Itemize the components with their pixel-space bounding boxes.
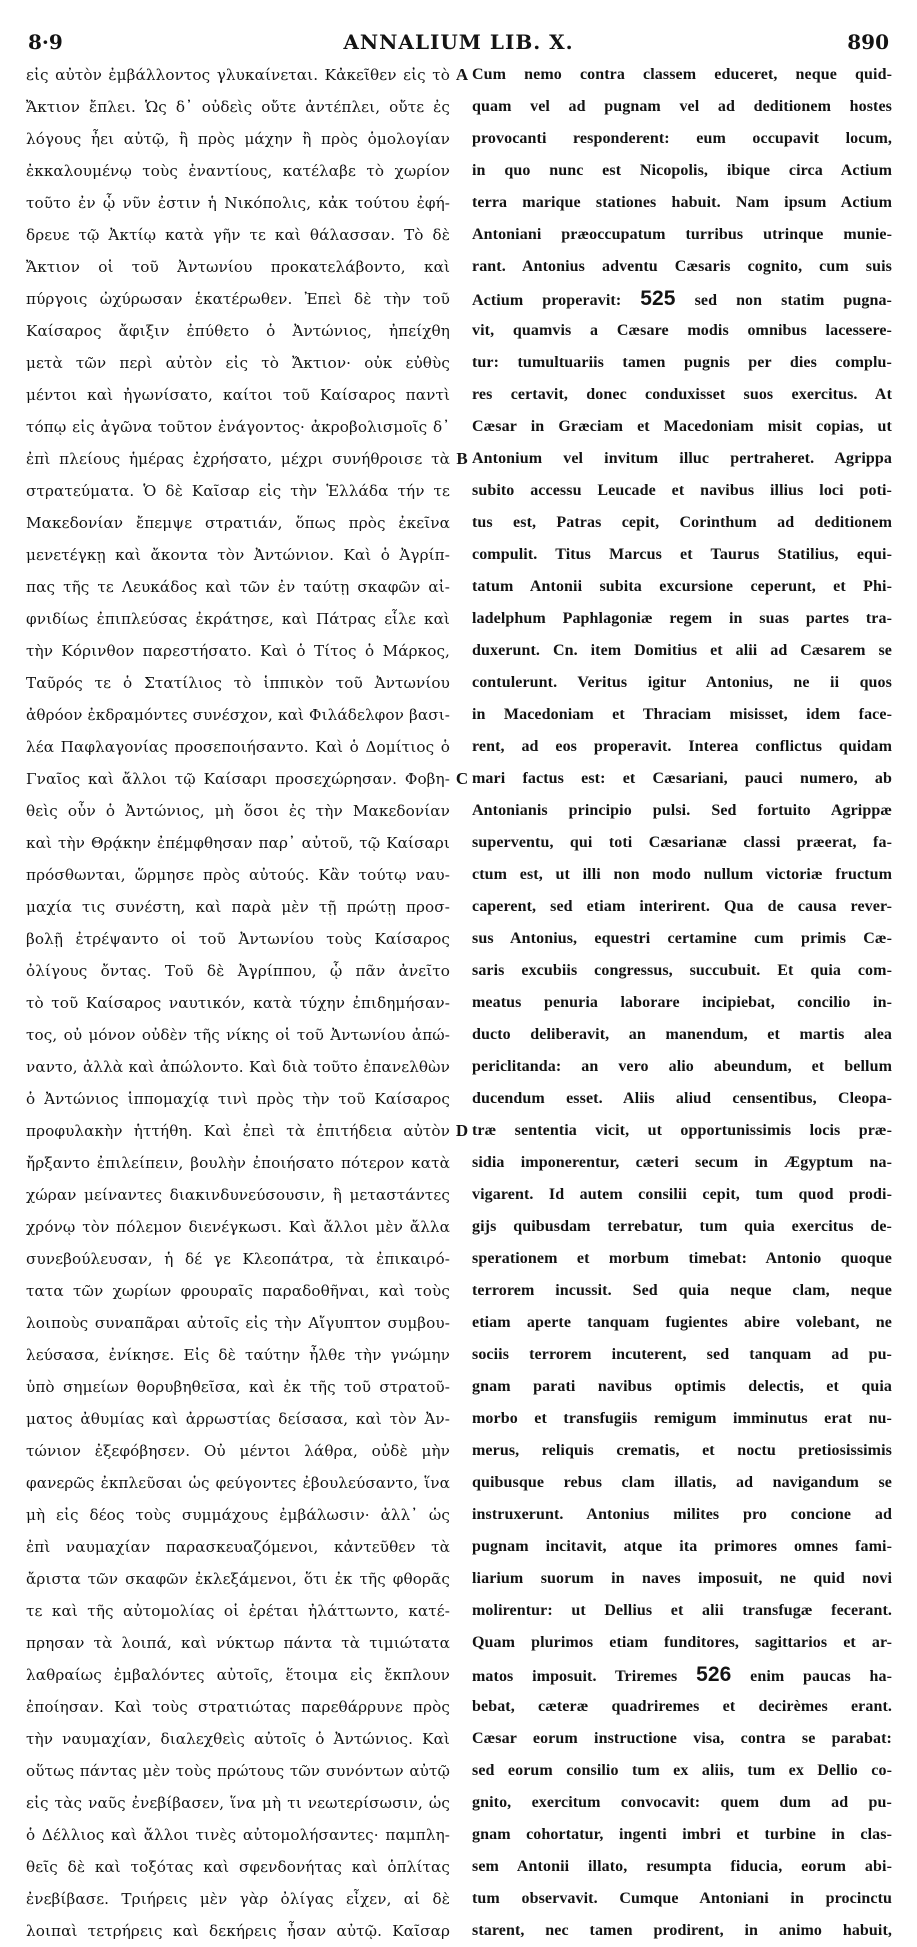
latin-text: saris excubiis congressus, succubuit. Et quia com- [472,962,892,979]
latin-line [472,315,892,347]
latin-line [472,1627,892,1659]
greek-line: θεὶς οὖν ὁ Ἀντώνιος, μὴ ὅσοι ἐς τὴν Μακεδονίαν [26,802,450,820]
greek-line: θεῖς δὲ καὶ τοξότας καὶ σφενδονήτας καὶ ὁπλίτας [26,1858,450,1876]
latin-line [472,923,892,955]
latin-text: tur: tumultuariis tamen pugnis per dies complu- [472,354,892,371]
greek-line: λόγους ἦει αὐτῷ, ἢ πρὸς μάχην ἢ πρὸς ὁμολογίαν [26,130,450,148]
latin-line [472,1275,892,1307]
page-number-right: 890 [847,30,889,54]
latin-line [472,635,892,667]
latin-line [472,1787,892,1819]
latin-line [472,859,892,891]
margin-marker-d: D [455,1121,469,1140]
latin-text: pugnam incitavit, atque ita primores omnes fami- [472,1538,892,1555]
latin-line [472,1051,892,1083]
latin-text: sociis terrorem incuterent, sed tanquam ad pu- [472,1346,892,1363]
latin-text: tatum Antonii subita excursione ceperunt, et Phi- [472,578,892,595]
latin-text: duxerunt. Cn. item Domitius et alii ad Cæsarem se [472,642,892,659]
latin-text: caperent, sed etiam interirent. Qua de causa rever- [472,898,892,915]
latin-line [472,1435,892,1467]
latin-text: quibusque rebus clam illatis, ad navigandum se [472,1474,892,1491]
greek-line: τὴν Κόρινθον παρεστήσατο. Καὶ ὁ Τίτος ὁ Μάρκος, [26,642,450,660]
greek-line: ἄριστα τῶν σκαφῶν ἐκλεξάμενοι, ὅτι ἐκ τῆς φθορᾶς [26,1570,450,1588]
latin-line [472,507,892,539]
greek-line: τόπῳ εἰς ἀγῶνα τοῦτον ἐνάγοντος· ἀκροβολισμοῖς δ᾽ [26,418,450,436]
greek-line: ἐποίησαν. Καὶ τοὺς στρατιώτας παρεθάρρυνε πρὸς [26,1698,450,1716]
latin-column [472,59,892,1947]
latin-line [472,827,892,859]
latin-text: meatus penuria laborare incipiebat, concilio in- [472,994,892,1011]
latin-line [472,539,892,571]
latin-text: Antonium vel invitum illuc pertraheret. Agrippa [472,450,892,467]
latin-text: etiam aperte tanquam fugientes abire volebant, ne [472,1314,892,1331]
latin-line [472,155,892,187]
latin-line [472,603,892,635]
greek-line: λαθραίως ἐμβαλόντες αὐτοῖς, ἕτοιμα εἰς ἔκπλουν [26,1666,450,1684]
latin-text: ducendum esset. Aliis aliud censentibus, Cleopa- [472,1090,892,1107]
greek-line: βολῇ ἐτρέψαντο οἱ τοῦ Ἀντωνίου τοὺς Καίσαρος [26,930,450,948]
latin-line [472,443,892,475]
greek-line: λεύσασα, ἐνίκησε. Εἰς δὲ ταύτην ἦλθε τὴν γνώμην [26,1346,450,1364]
greek-line: δρευε τῷ Ἀκτίῳ κατὰ γῆν τε καὶ θάλασσαν. Τὸ δὲ [26,226,450,244]
greek-line: εἰς αὐτὸν ἐμβάλλοντος γλυκαίνεται. Κἀκεῖθεν εἰς τὸ [26,66,450,84]
latin-text: sperationem et morbum timebat: Antonio quoque [472,1250,892,1267]
greek-line: συνεβούλευσαν, ἡ δέ γε Κλεοπάτρα, τὰ ἐπικαιρό- [26,1250,450,1268]
latin-text: Antonianis principio pulsi. Sed fortuito Agrippæ [472,802,892,819]
greek-line: ὁ Ἀντώνιος ἱππομαχίᾳ τινὶ πρὸς τὴν τοῦ Καίσαρος [26,1090,450,1108]
latin-text: sem Antonii illato, resumpta fiducia, eorum abi- [472,1858,892,1875]
latin-line [472,1595,892,1627]
latin-text: Cum nemo contra classem educeret, neque quid- [472,66,892,83]
greek-line: τώνιον ἐξεφόβησεν. Οὐ μέντοι λάθρα, οὐδὲ μὴν [26,1442,450,1460]
latin-text: terra marique stationes habuit. Nam ipsum Actium [472,194,892,211]
greek-line: πρησαν τὰ λοιπά, καὶ νύκτωρ πάντα τὰ τιμιώτατα [26,1634,450,1652]
latin-text: Antoniani præoccupatum turribus utrinque munie- [472,226,892,243]
latin-line [472,1083,892,1115]
greek-line: ἐπὶ πλείους ἡμέρας ἐχρήσατο, μέχρι συνήθροισε τὰ [26,450,450,468]
latin-text: enim paucas ha- [750,1668,892,1685]
page-header [0,0,917,60]
latin-line [472,763,892,795]
latin-line [472,1179,892,1211]
latin-text: Quam plurimos etiam funditores, sagittarios et ar- [472,1634,892,1651]
greek-line: προφυλακὴν ἡττήθη. Καὶ ἐπεὶ τὰ ἐπιτήδεια αὐτὸν [26,1122,450,1140]
greek-line: ὀλίγους ὄντας. Τοῦ δὲ Ἀγρίππου, ᾧ πᾶν ἀνεῖτο [26,962,450,980]
latin-text: Cæsar eorum instructione visa, contra se parabat: [472,1730,892,1747]
latin-line [472,1147,892,1179]
greek-line: μετὰ τῶν περὶ αὐτὸν εἰς τὸ Ἄκτιον· οὐκ εὐθὺς [26,354,450,372]
latin-line [472,1499,892,1531]
latin-line [472,59,892,91]
latin-line [472,1019,892,1051]
greek-line: Γναῖος καὶ ἄλλοι τῷ Καίσαρι προσεχώρησαν. Φοβη- [26,770,450,788]
greek-line: πρόσθωνται, ὥρμησε πρὸς αὐτούς. Κἂν τούτῳ ναυ- [26,866,450,884]
latin-line [472,1563,892,1595]
latin-text: gnito, exercitum convocavit: quem dum ad pu- [472,1794,892,1811]
greek-line: ὑπὸ σημείων θορυβηθεῖσα, καὶ ἐκ τῆς τοῦ στρατοῦ- [26,1378,450,1396]
latin-line [472,1883,892,1915]
latin-line [472,123,892,155]
section-number: 526 [696,1663,732,1686]
latin-text: subito accessu Leucade et navibus illius loci poti- [472,482,892,499]
latin-text: sed non statim pugna- [694,292,892,309]
latin-line [472,1403,892,1435]
greek-line: τοῦτο ἐν ᾧ νῦν ἐστιν ἡ Νικόπολις, κἀκ τούτου ἐφή- [26,194,450,212]
latin-text: vit, quamvis a Cæsare modis omnibus lacessere- [472,322,892,339]
latin-line [472,1659,892,1691]
greek-line: ἀθρόον ἐκδραμόντες συνέσχον, καὶ Φιλάδελφον βασι- [26,706,450,724]
greek-line: λοιποὺς συναπᾶραι αὐτοῖς εἰς τὴν Αἴγυπτον συμβου- [26,1314,450,1332]
latin-text: in Macedoniam et Thraciam misisset, idem face- [472,706,892,723]
greek-line: χώραν μείναντες διακινδυνεύσουσιν, ἢ μεταστάντες [26,1186,450,1204]
greek-line: μέντοι καὶ ἠγωνίσατο, καίτοι τοῦ Καίσαρος παντὶ [26,386,450,404]
latin-text: res certavit, donec conduxisset suos exercitus. At [472,386,892,403]
page-number-left: 8·9 [28,30,63,54]
greek-line: ναντο, ἀλλὰ καὶ ἀπώλοντο. Καὶ διὰ τοῦτο ἐπανελθὼν [26,1058,450,1076]
greek-line: τος, οὐ μόνον οὐδὲν τῆς νίκης οἱ τοῦ Ἀντωνίου ἀπώ- [26,1026,450,1044]
greek-line: Καίσαρος ἄφιξιν ἐπύθετο ὁ Ἀντώνιος, ἠπείχθη [26,322,450,340]
latin-line [472,1211,892,1243]
latin-line [472,1307,892,1339]
latin-text: gnam cohortatur, ingenti imbri et turbine in clas- [472,1826,892,1843]
latin-text: træ sententia vicit, ut opportunissimis locis præ- [472,1122,892,1139]
latin-line [472,91,892,123]
latin-line [472,1243,892,1275]
latin-text: sus Antonius, equestri certamine cum primis Cæ- [472,930,892,947]
latin-line [472,187,892,219]
greek-line: πύργοις ὠχύρωσαν ἑκατέρωθεν. Ἐπεὶ δὲ τὴν τοῦ [26,290,450,308]
latin-line [472,1755,892,1787]
margin-marker-b: B [456,449,468,468]
latin-text: starent, nec tamen prodirent, in animo habuit, [472,1922,892,1939]
latin-line [472,1467,892,1499]
latin-text: sidia imponerentur, cæteri secum in Ægyptum na- [472,1154,892,1171]
latin-line [472,219,892,251]
running-title: ANNALIUM LIB. X. [343,30,574,54]
greek-line: Ταῦρός τε ὁ Στατίλιος τὸ ἱππικὸν τοῦ Ἀντωνίου [26,674,450,692]
latin-text: superventu, qui toti Cæsarianæ classi præerat, fa- [472,834,892,851]
latin-text: periclitanda: an vero alio abeundum, et bellum [472,1058,892,1075]
section-number: 525 [640,287,676,310]
greek-line: μενετέγκῃ καὶ ἄκοντα τὸν Ἀντώνιον. Καὶ ὁ Ἀγρίπ- [26,546,450,564]
greek-column [26,59,450,1947]
latin-text: ctum est, ut illi non modo nullum victoriæ fructum [472,866,892,883]
greek-line: λέα Παφλαγονίας προσεποιήσαντο. Καὶ ὁ Δομίτιος ὁ [26,738,450,756]
greek-line: φανερῶς ἐκπλεῦσαι ὡς φεύγοντες ἐβουλεύσαντο, ἵνα [26,1474,450,1492]
latin-text: morbo et transfugiis remigum imminutus erat nu- [472,1410,892,1427]
greek-line: πας τῆς τε Λευκάδος καὶ τῶν ἐν ταύτῃ σκαφῶν αἰ- [26,578,450,596]
latin-text: Actium properavit: [472,292,622,309]
latin-line [472,1691,892,1723]
latin-line [472,1915,892,1947]
latin-line [472,1531,892,1563]
greek-line: τὸ τοῦ Καίσαρος ναυτικόν, κατὰ τύχην ἐπιδημήσαν- [26,994,450,1012]
latin-line [472,795,892,827]
latin-line [472,283,892,315]
latin-text: tus est, Patras cepit, Corinthum ad deditionem [472,514,892,531]
latin-line [472,1371,892,1403]
latin-text: provocanti responderent: eum occupavit locum, [472,130,892,147]
greek-line: Μακεδονίαν ἔπεμψε στρατιάν, ὅπως πρὸς ἐκεῖνα [26,514,450,532]
latin-text: in quo nunc est Nicopolis, ibique circa Actium [472,162,892,179]
latin-line [472,1851,892,1883]
latin-line [472,571,892,603]
latin-text: bebat, cæteræ quadriremes et decirèmes erant. [472,1698,892,1715]
latin-line [472,475,892,507]
latin-text: terrorem incussit. Sed quia neque clam, neque [472,1282,892,1299]
latin-text: vigarent. Id autem consilii cepit, tum quod prodi- [472,1186,892,1203]
greek-line: τατα τῶν χωρίων φρουραῖς παραδοθῆναι, καὶ τοὺς [26,1282,450,1300]
margin-marker-a: A [455,65,469,84]
greek-line: ἐπὶ ναυμαχίαν παρασκευαζόμενοι, κἀντεῦθεν τὰ [26,1538,450,1556]
latin-line [472,1819,892,1851]
latin-text: liarium suorum in naves imposuit, ne quid novi [472,1570,892,1587]
latin-line [472,891,892,923]
latin-text: ladelphum Paphlagoniæ regem in suas partes tra- [472,610,892,627]
greek-line: καὶ τὴν Θρᾴκην ἐπέμφθησαν παρ᾽ αὐτοῦ, τῷ Καίσαρι [26,834,450,852]
latin-text: instruxerunt. Antonius milites pro concione ad [472,1506,892,1523]
latin-text: mari factus est: et Cæsariani, pauci numero, ab [472,770,892,787]
latin-line [472,699,892,731]
greek-line: λοιπαὶ τετρήρεις καὶ δεκήρεις ἦσαν αὐτῷ. Καῖσαρ [26,1922,450,1940]
latin-text: sed eorum consilio tum ex aliis, tum ex Dellio co- [472,1762,892,1779]
greek-line: εἰς τὰς ναῦς ἐνεβίβασεν, ἵνα μὴ τι νεωτερίσωσιν, ὡς [26,1794,450,1812]
latin-text: gnam parati navibus optimis delectis, et quia [472,1378,892,1395]
latin-text: rent, ad eos properavit. Interea conflictus quidam [472,738,892,755]
greek-line: τὴν ναυμαχίαν, διαλεχθεὶς αὐτοῖς ὁ Ἀντώνιος. Καὶ [26,1730,450,1748]
latin-line [472,667,892,699]
greek-line: ἤρξαντο ἐπιλείπειν, βουλὴν ἐποιήσατο πότερον κατὰ [26,1154,450,1172]
latin-line [472,1723,892,1755]
margin-marker-c: C [455,769,469,788]
latin-text: ducto deliberavit, an manendum, et martis alea [472,1026,892,1043]
greek-line: Ἄκτιον οἱ τοῦ Ἀντωνίου προκατελάβοντο, καὶ [26,258,450,276]
latin-text: contulerunt. Veritus igitur Antonius, ne ii quos [472,674,892,691]
greek-line: ἐνεβίβασε. Τριήρεις μὲν γὰρ ὀλίγας εἶχεν, αἱ δὲ [26,1890,450,1908]
latin-line [472,379,892,411]
latin-text: matos imposuit. Triremes [472,1668,678,1685]
latin-text: gijs quibusdam terrebatur, tum quia exercitus de- [472,1218,892,1235]
latin-line [472,251,892,283]
latin-line [472,411,892,443]
greek-line: στρατεύματα. Ὁ δὲ Καῖσαρ εἰς τὴν Ἑλλάδα τήν τε [26,482,450,500]
greek-line: τε καὶ τῆς αὐτομολίας οἱ ἐρέται ἠλάττωντο, κατέ- [26,1602,450,1620]
latin-text: Cæsar in Græciam et Macedoniam misit copias, ut [472,418,892,435]
latin-text: tum observavit. Cumque Antoniani in procinctu [472,1890,892,1907]
latin-text: rant. Antonius adventu Cæsaris cognito, cum suis [472,258,892,275]
latin-text: molirentur: ut Dellius et alii transfugæ fecerant. [472,1602,892,1619]
latin-line [472,955,892,987]
greek-line: ματος ἀθυμίας καὶ ἀρρωστίας δείσασα, καὶ τὸν Ἀν- [26,1410,450,1428]
latin-line [472,1115,892,1147]
greek-line: οὕτως πάντας μὲν τοὺς πρώτους τῶν συνόντων αὐτῷ [26,1762,450,1780]
greek-line: ἐκκαλουμένῳ τοὺς ἐναντίους, κατέλαβε τὸ χωρίον [26,162,450,180]
latin-line [472,987,892,1019]
greek-line: μὴ εἰς δέος τοὺς συμμάχους ἐμβάλωσιν· ἀλλ᾽ ὡς [26,1506,450,1524]
latin-text: compulit. Titus Marcus et Taurus Statilius, equi- [472,546,892,563]
latin-text: quam vel ad pugnam vel ad deditionem hostes [472,98,892,115]
greek-line: χρόνῳ τὸν πόλεμον διενέγκωσι. Καὶ ἄλλοι μὲν ἄλλα [26,1218,450,1236]
latin-line [472,1339,892,1371]
latin-text: merus, reliquis crematis, et noctu pretiosissimis [472,1442,892,1459]
latin-line [472,731,892,763]
greek-line: ὁ Δέλλιος καὶ ἄλλοι τινὲς αὐτομολήσαντες· παμπλη- [26,1826,450,1844]
latin-line [472,347,892,379]
greek-line: Ἄκτιον ἔπλει. Ὡς δ᾽ οὐδεὶς οὔτε ἀντέπλει, οὔτε ἐς [26,98,450,116]
greek-line: μαχία τις συνέστη, καὶ παρὰ μὲν τῇ πρώτῃ προσ- [26,898,450,916]
greek-line: φνιδίως ἐπιπλεύσας ἐκράτησε, καὶ Πάτρας εἷλε καὶ [26,610,450,628]
